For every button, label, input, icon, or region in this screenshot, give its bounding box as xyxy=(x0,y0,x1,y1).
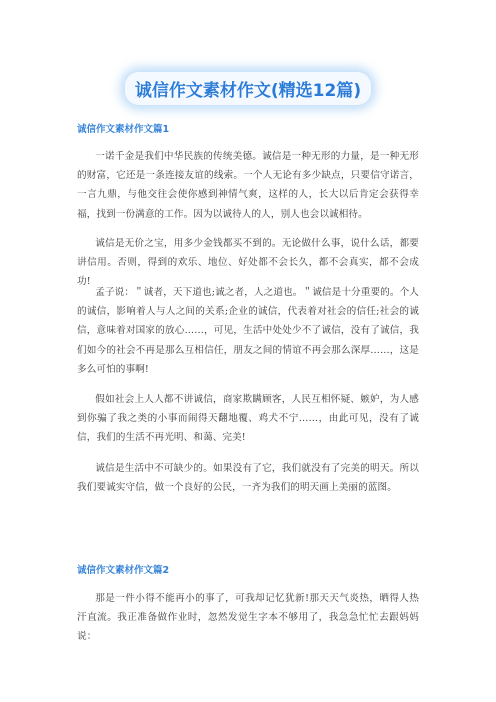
paragraph: 孟子说：＂诚者，天下道也;诚之者，人之道也。＂诚信是十分重要的。个人的诚信，影响着人与人之间的关系;企业的诚信，代表着对社会的信任;社会的诚信，意味着对国家的放心……，可见，生活中处处少不了诚信，没有了诚信，我们如今的社会不再是那么互相信任，朋友之间的情谊不再会那么深厚……，这是多么可怕的事啊! xyxy=(77,287,419,375)
paragraph: 一诺千金是我们中华民族的传统美德。诚信是一种无形的力量，是一种无形的财富，它还是一条连接友谊的线索。一个人无论有多少缺点，只要信守诺言，一言九鼎，与他交往会使你感到神情气爽，这样的人，长大以后肯定会获得幸福，找到一份满意的工作。因为以诚待人的人，别人也会以诚相待。 xyxy=(77,151,419,220)
section-heading: 诚信作文素材作文篇2 xyxy=(77,565,170,576)
section-heading: 诚信作文素材作文篇1 xyxy=(77,124,170,135)
paragraph: 假如社会上人人都不讲诚信，商家欺瞒顾客，人民互相怀疑、嫉妒，为人感到你骗了我之类的小事而闹得天翻地覆、鸡犬不宁……，由此可见，没有了诚信，我们的生活不再光明、和蔼、完美! xyxy=(77,394,419,444)
document-title: 诚信作文素材作文(精选12篇) xyxy=(125,72,371,105)
paragraph: 诚信是生活中不可缺少的。如果没有了它，我们就没有了完美的明天。所以我们要诚实守信，做一个良好的公民，一齐为我们的明天画上美丽的蓝图。 xyxy=(77,463,419,494)
paragraph: 那是一件小得不能再小的事了，可我却记忆犹新!那天天气炎热，晒得人热汗直流。我正准备做作业时，忽然发觉生字本不够用了，我急急忙忙去跟妈妈说： xyxy=(77,593,419,643)
paragraph: 诚信是无价之宝，用多少金钱都买不到的。无论做什么事，说什么话，都要讲信用。否则，得到的欢乐、地位、好处都不会长久，都不会真实，都不会成功! xyxy=(77,238,419,288)
